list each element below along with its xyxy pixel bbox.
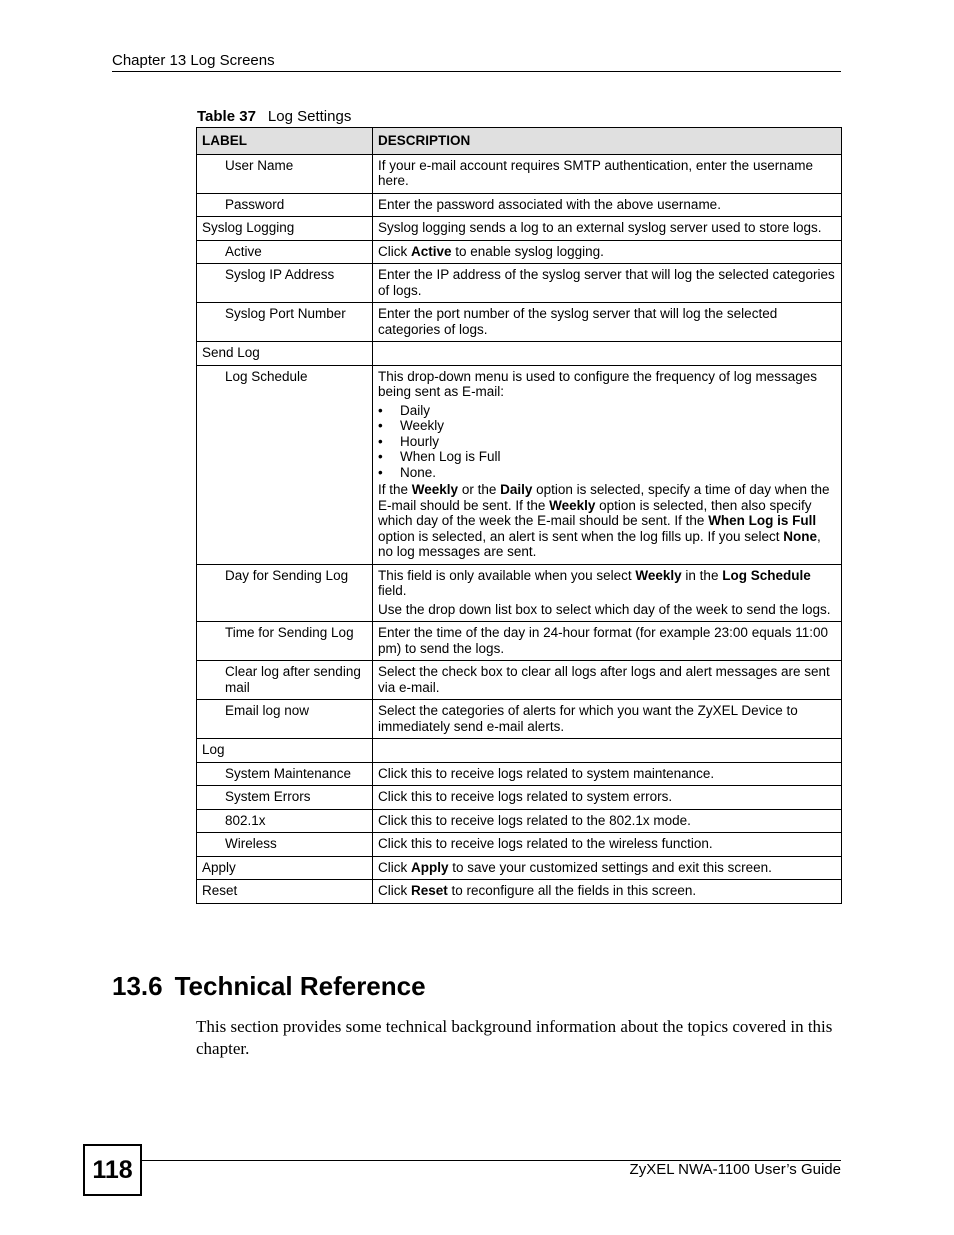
bold-term: Weekly — [411, 482, 459, 497]
text-run: Click — [378, 883, 411, 898]
table-row — [197, 622, 842, 661]
description-text: Enter the port number of the syslog server that will log the selected categories of logs. — [378, 306, 778, 337]
table-row — [197, 217, 842, 241]
description-text — [378, 860, 836, 876]
log-settings-table — [196, 127, 842, 904]
row-description — [373, 700, 842, 739]
table-row — [197, 739, 842, 763]
description-text: Enter the password associated with the above username. — [378, 196, 721, 212]
section-heading — [112, 971, 426, 1002]
row-label: User Name — [197, 154, 373, 193]
row-label: Apply — [197, 856, 373, 880]
text-run: , no log messages are sent. — [378, 528, 821, 559]
bold-term: None — [783, 528, 817, 544]
bold-term: Apply — [411, 859, 449, 875]
row-label: Password — [197, 193, 373, 217]
row-description — [373, 365, 842, 564]
chapter-header: Chapter 13 Log Screens — [112, 52, 275, 69]
description-text: Click this to receive logs related to the 802.1x mode. — [378, 812, 691, 828]
column-header-label: LABEL — [197, 128, 373, 155]
description-text: Click this to receive logs related to system maintenance. — [378, 765, 715, 781]
table-row — [197, 342, 842, 366]
row-label: Reset — [197, 880, 373, 904]
row-description — [373, 240, 842, 264]
description-text: If your e-mail account requires SMTP authentication, enter the username here. — [378, 157, 813, 188]
row-description — [373, 809, 842, 833]
row-label: Time for Sending Log — [197, 622, 373, 661]
table-row — [197, 762, 842, 786]
row-label: Wireless — [197, 833, 373, 857]
description-text: Use the drop down list box to select which day of the week to send the logs. — [378, 601, 831, 617]
row-description — [373, 303, 842, 342]
bold-term: Weekly — [635, 567, 682, 583]
description-text: Click this to receive logs related to the wireless function. — [378, 836, 713, 851]
row-label: Syslog IP Address — [197, 264, 373, 303]
bold-term: Log Schedule — [722, 567, 811, 583]
row-description — [373, 622, 842, 661]
table-row — [197, 303, 842, 342]
description-text: Select the check box to clear all logs after logs and alert messages are sent via e-mail. — [378, 664, 830, 695]
row-description — [373, 762, 842, 786]
row-label: Clear log after sending mail — [197, 661, 373, 700]
text-run: Click — [378, 859, 411, 875]
table-row — [197, 154, 842, 193]
option-item: • Hourly — [378, 434, 836, 450]
table-row — [197, 880, 842, 904]
row-description — [373, 342, 842, 366]
column-header-description: DESCRIPTION — [373, 128, 842, 155]
description-text — [378, 742, 836, 758]
table-row — [197, 856, 842, 880]
row-description — [373, 217, 842, 241]
row-description — [373, 856, 842, 880]
row-label: Syslog Port Number — [197, 303, 373, 342]
section-number: 13.6 — [112, 971, 163, 1001]
table-row — [197, 564, 842, 622]
bold-term: Weekly — [549, 497, 596, 513]
header-divider — [112, 71, 841, 72]
section-paragraph: This section provides some technical background information about the topics covered in this chapter. — [196, 1017, 833, 1058]
row-label: Syslog Logging — [197, 217, 373, 241]
table-caption-title: Log Settings — [267, 108, 352, 125]
bold-term: Reset — [411, 883, 448, 898]
guide-title: ZyXEL NWA-1100 User’s Guide — [629, 1161, 841, 1178]
row-description — [373, 833, 842, 857]
row-description — [373, 880, 842, 904]
table-header-row — [197, 128, 842, 155]
description-text: Click this to receive logs related to system errors. — [378, 789, 673, 804]
option-list — [378, 403, 836, 481]
table-row — [197, 365, 842, 564]
table-row — [197, 264, 842, 303]
row-label: Log — [197, 739, 373, 763]
row-label: Day for Sending Log — [197, 564, 373, 622]
text-run: Click — [378, 243, 411, 259]
row-description — [373, 564, 842, 622]
row-description — [373, 193, 842, 217]
text-run: field. — [378, 583, 407, 598]
section-title: Technical Reference — [174, 971, 426, 1001]
description-text — [378, 883, 836, 899]
text-run: in the — [681, 567, 723, 583]
text-run: to reconfigure all the fields in this screen. — [447, 883, 697, 898]
table-row — [197, 700, 842, 739]
description-text: Select the categories of alerts for which you want the ZyXEL Device to immediately send e-mail alerts. — [378, 703, 798, 734]
row-description — [373, 661, 842, 700]
option-item: • Weekly — [378, 418, 836, 434]
row-description — [373, 739, 842, 763]
bold-term: Daily — [500, 482, 533, 497]
bold-term: Active — [411, 243, 452, 259]
description-text — [378, 482, 836, 560]
row-description — [373, 154, 842, 193]
description-text: This drop-down menu is used to configure the frequency of log messages being sent as E-mail: — [378, 368, 817, 399]
bold-term: When Log is Full — [708, 513, 817, 528]
description-text — [378, 345, 836, 361]
table-row — [197, 786, 842, 810]
text-run: This field is only available when you select — [378, 567, 636, 583]
table-row — [197, 661, 842, 700]
text-run: to save your customized settings and exit this screen. — [448, 859, 772, 875]
row-label: Active — [197, 240, 373, 264]
row-label: Log Schedule — [197, 365, 373, 564]
table-row — [197, 193, 842, 217]
option-item: • Daily — [378, 403, 836, 419]
text-run: or the — [458, 482, 501, 497]
row-description — [373, 264, 842, 303]
text-run: option is selected, specify a time of day when the E-mail should be sent. If the — [378, 482, 830, 513]
description-text — [378, 568, 836, 599]
table-row — [197, 833, 842, 857]
description-text: Enter the time of the day in 24-hour format (for example 23:00 equals 11:00 pm) to send the logs. — [378, 625, 829, 656]
option-item: • None. — [378, 465, 836, 481]
option-item: • When Log is Full — [378, 449, 836, 465]
description-text: Enter the IP address of the syslog server that will log the selected categories of logs. — [378, 267, 835, 298]
description-text: Syslog logging sends a log to an external syslog server used to store logs. — [378, 220, 822, 235]
page-number: 118 — [83, 1144, 142, 1196]
table-caption-number: Table 37 — [197, 108, 256, 125]
row-label: Send Log — [197, 342, 373, 366]
text-run: option is selected, an alert is sent when the log fills up. If you select — [378, 528, 784, 544]
row-description — [373, 786, 842, 810]
text-run: option is selected, then also specify which day of the week the E-mail should be sent. If the — [378, 497, 812, 528]
table-row — [197, 809, 842, 833]
text-run: If the — [378, 482, 412, 497]
description-text — [378, 244, 836, 260]
row-label: System Errors — [197, 786, 373, 810]
table-row — [197, 240, 842, 264]
row-label: Email log now — [197, 700, 373, 739]
text-run: to enable syslog logging. — [451, 243, 604, 259]
row-label: System Maintenance — [197, 762, 373, 786]
row-label: 802.1x — [197, 809, 373, 833]
table-caption — [197, 108, 351, 125]
